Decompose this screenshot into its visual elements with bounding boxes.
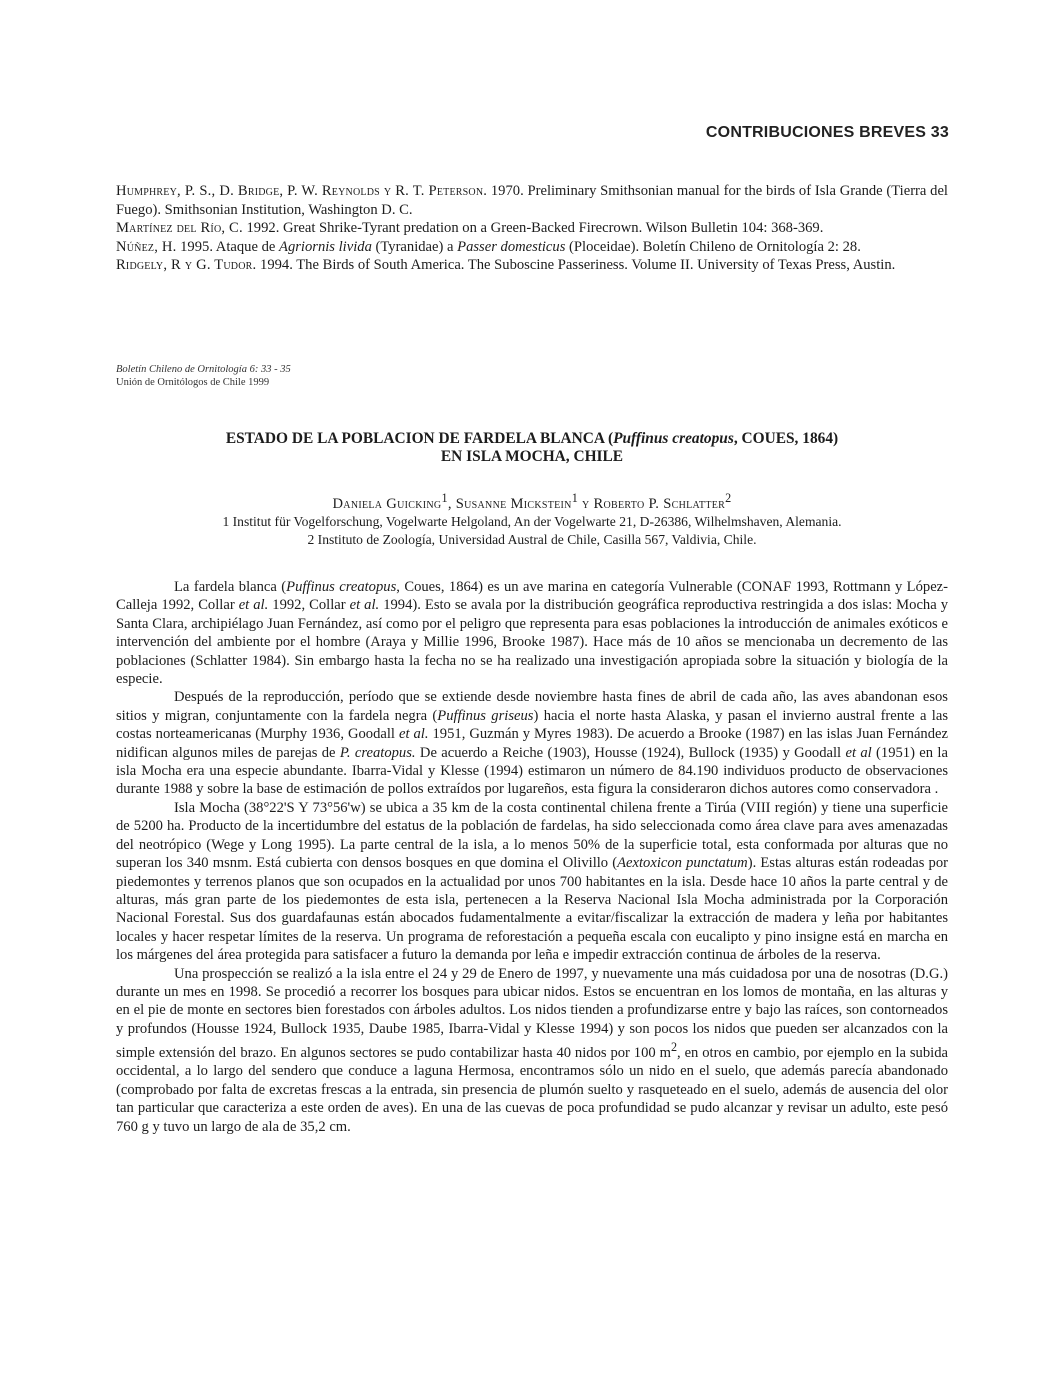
author-names: Daniela Guicking$^1$, Susanne Mickstein$^1$ y Roberto P. Schlatter$^2$ (332, 491, 732, 512)
title-line-1: ESTADO DE LA POBLACION DE FARDELA BLANCA (Puffinus creatopus, COUES, 1864) (225, 430, 839, 447)
reference-item (116, 219, 948, 238)
reference-item (116, 238, 948, 257)
species-name: Puffinus creatopus (613, 430, 734, 447)
reference-text: 1992. Great Shrike-Tyrant predation on a Green-Backed Firecrown. Wilson Bulletin 104: 368-369. (242, 220, 824, 236)
article-source (116, 363, 291, 389)
paragraph: Después de la reproducción, período que se extiende desde noviembre hasta fines de abril de cada año, las aves abandonan esos sitios y migran, conjuntamente con la fardela negra (Puffinus griseus) hacia el norte hasta Alaska, y pasan el invierno austral frente a las costas norteamericanas (Murphy 1936, Goodall et al. 1951, Guzmán y Myres 1983). De acuerdo a Brooke (1987) en las islas Juan Fernández nidifican algunos miles de parejas de P. creatopus. De acuerdo a Reiche (1903), Housse (1924), Bullock (1935) y Goodall et al (1951) en la isla Mocha era una especie abundante. Ibarra-Vidal y Klesse (1994) estimaron un número de 84.190 individuos producto de observaciones durante 1988 y sobre la base de estimación de pollos extraídos por lugareños, esta figura la consideraron dichos autores como conservadora . (116, 689, 949, 798)
paragraph: Una prospección se realizó a la isla entre el 24 y 29 de Enero de 1997, y nuevamente una más cuidadosa por una de nosotras (D.G.) durante un mes en 1998. Se procedió a recorrer los bosques para ubicar nidos. Estos se encuentran en los lomos de montaña, en las alturas y en el pie de monte en sectores bien forestados con árboles adultos. Los nidos tienden a profundizarse entre y bajo las raíces, son contorneados y profundos (Housse 1924, Bullock 1935, Daube 1985, Ibarra-Vidal y Klesse 1994) y son pocos los nidos que pueden ser alcanzados con la simple extensión del brazo. En algunos sectores se pudo contabilizar hasta 40 nidos por 100 $m^2$, en otros en cambio, por ejemplo en la subida occidental, a lo largo del sendero que conduce a laguna Hermosa, encontramos sólo un nido en el suelo, que además parecía abandonado (comprobado por falta de excretas frescas a la entrada, sin presencia de plumón suelto y rasqueteado en el suelo, además de ausencia del olor tan particular que caracteriza a este orden de aves). En una de las cuevas de poca profundidad se pudo alcanzar y revisar un adulto, este pesó 760 g y tuvo un largo de ala de 35,2 cm. (116, 965, 948, 1135)
paragraph: La fardela blanca (Puffinus creatopus, Coues, 1864) es un ave marina en categoría Vulnerable (CONAF 1993, Rottmann y López-Calleja 1992, Collar et al. 1992, Collar et al. 1994). Esto se avala por la distribución geográfica reproductiva restringida a dos islas: Mocha y Santa Clara, archipiélago Juan Fernández, así como por el peligro que representa para esas poblaciones la introducción de animales exóticos e intervención del ambiente por el hombre (Araya y Millie 1996, Brooke 1987). Hace más de 10 años se mencionaba un decremento de las poblaciones (Schlatter 1984). Sin embargo hasta la fecha no se ha realizado una investigación apropiada sobre la situación y biología de la especie. (116, 579, 949, 688)
affiliation-1: 1 Institut für Vogelforschung, Vogelwarte Helgoland, An der Vogelwarte 21, D-26386, Wilhelmshaven, Alemania. (222, 514, 842, 530)
reference-authors: Ridgely, R y G. Tudor. (116, 257, 257, 273)
species-name: Passer domesticus (457, 238, 566, 255)
reference-authors: Núñez, H. (116, 238, 177, 255)
reference-authors: Martínez del Río, C. (116, 220, 243, 236)
reference-text: 1970. Preliminary Smithsonian manual for the birds of Isla Grande (Tierra del Fuego). Smithsonian Institution, Washington D. C. (116, 183, 948, 218)
reference-text: 1994. The Birds of South America. The Suboscine Passeriness. Volume II. University of Texas Press, Austin. (256, 257, 896, 273)
title-line-2: EN ISLA MOCHA, CHILE (440, 448, 624, 465)
article-body (116, 578, 948, 1136)
publisher-line: Unión de Ornitólogos de Chile 1999 (116, 377, 270, 388)
species-name: Agriornis livida (279, 238, 372, 255)
reference-text: (Ploceidae). Boletín Chileno de Ornitología 2: 28. (565, 238, 861, 255)
journal-citation: Boletín Chileno de Ornitología 6: 33 - 35 (116, 364, 291, 375)
byline (116, 490, 948, 548)
reference-text: (Tyranidae) a (371, 238, 458, 255)
article-title (116, 430, 948, 466)
reference-text: 1995. Ataque de (176, 238, 280, 255)
paragraph: Isla Mocha (38°22'S Y 73°56'w) se ubica a 35 km de la costa continental chilena frente a Tirúa (VIII región) y tiene una superficie de 5200 ha. Producto de la incertidumbre del estatus de la población de fardelas, ha sido seleccionada como área clave para aves amenazadas del neotrópico (Wege y Long 1995). La parte central de la isla, a lo menos 50% de la superficie total, esta conformada por alturas que no superan los 340 msnm. Está cubierta con densos bosques en que domina el Olivillo (Aextoxicon punctatum). Estas alturas están rodeadas por piedemontes y terrenos planos que son ocupados en la actualidad por unos 700 habitantes en la isla. Desde hace 10 años la parte central y de alturas, más gran parte de los piedemontes de esta isla, pertenecen a la Reserva Nacional Isla Mocha administrada por la Corporación Nacional Forestal. Sus dos guardafaunas están abocados fudamentalmente a evitar/fiscalizar la extracción de madera y leña por habitantes locales y hacer respetar límites de la reserva. Un programa de reforestación a pequeña escala con eucalipto y pino insigne está en marcha en los márgenes del área protegida para satisfacer a futuro la demanda por leña e impedir extracción continua de árboles de la reserva. (116, 799, 948, 964)
running-header: CONTRIBUCIONES BREVES 33 (705, 124, 949, 141)
reference-list (116, 182, 948, 275)
reference-authors: Humphrey, P. S., D. Bridge, P. W. Reynolds y R. T. Peterson. (116, 183, 488, 199)
affiliation-2: 2 Instituto de Zoología, Universidad Austral de Chile, Casilla 567, Valdivia, Chile. (307, 531, 757, 547)
reference-item (116, 182, 948, 219)
reference-item (116, 256, 948, 275)
